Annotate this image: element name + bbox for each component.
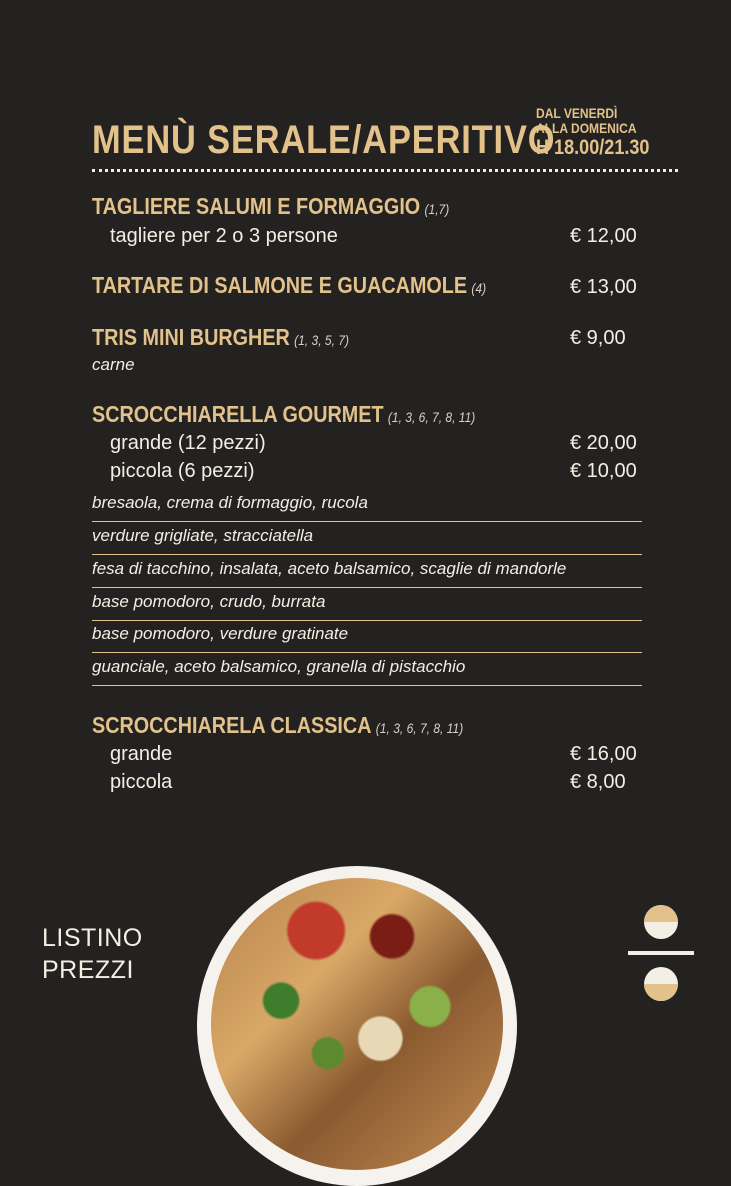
item-tagliere-price: € 12,00 [570, 225, 637, 247]
item-burgher-desc: carne [92, 355, 135, 374]
pizza-photo [197, 866, 517, 1186]
item-gourmet-size1: grande (12 pezzi) [110, 432, 266, 454]
item-tagliere-title [92, 193, 449, 220]
item-gourmet-price2: € 10,00 [570, 460, 637, 482]
item-name: TARTARE DI SALMONE E GUACAMOLE [92, 272, 468, 298]
allergens: (1, 3, 5, 7) [294, 332, 349, 348]
hours: H 18.00/21.30 [536, 136, 650, 159]
price-list-label [42, 922, 143, 986]
item-classica-size2: piccola [110, 771, 173, 793]
topping-row: verdure grigliate, stracciatella [92, 525, 642, 555]
dotted-divider [92, 169, 678, 172]
allergens: (1, 3, 6, 7, 8, 11) [375, 720, 464, 736]
item-tartare-title [92, 272, 486, 299]
topping-row: fesa di tacchino, insalata, aceto balsamico, scaglie di mandorle [92, 558, 642, 588]
item-tagliere-detail: tagliere per 2 o 3 persone [110, 225, 338, 247]
item-name: TAGLIERE SALUMI E FORMAGGIO [92, 193, 421, 219]
item-gourmet-price1: € 20,00 [570, 432, 637, 454]
item-classica-size1: grande [110, 743, 173, 765]
item-burgher-price: € 9,00 [570, 327, 626, 349]
item-gourmet-title [92, 401, 475, 428]
item-name: SCROCCHIARELA CLASSICA [92, 712, 372, 738]
page-title: MENÙ SERALE/APERITIVO [92, 118, 556, 162]
topping-row: base pomodoro, verdure gratinate [92, 623, 642, 653]
opening-hours [536, 106, 649, 159]
label-line-2: PREZZI [42, 956, 134, 984]
item-gourmet-size2: piccola (6 pezzi) [110, 460, 255, 482]
divide-logo-icon [628, 905, 694, 1005]
pizza-image [211, 878, 503, 1170]
item-burgher-title [92, 324, 349, 351]
days-line-2: ALLA DOMENICA [536, 120, 637, 136]
label-line-1: LISTINO [42, 924, 143, 952]
item-classica-price2: € 8,00 [570, 771, 626, 793]
item-tartare-price: € 13,00 [570, 276, 637, 298]
item-classica-price1: € 16,00 [570, 743, 637, 765]
item-name: SCROCCHIARELLA GOURMET [92, 401, 384, 427]
allergens: (1,7) [424, 201, 450, 217]
days-line-1: DAL VENERDÌ [536, 105, 618, 121]
allergens: (1, 3, 6, 7, 8, 11) [387, 409, 476, 425]
topping-row: guanciale, aceto balsamico, granella di pistacchio [92, 656, 642, 686]
topping-row: bresaola, crema di formaggio, rucola [92, 492, 642, 522]
item-name: TRIS MINI BURGHER [92, 324, 290, 350]
allergens: (4) [471, 280, 487, 296]
topping-row: base pomodoro, crudo, burrata [92, 591, 642, 621]
item-classica-title [92, 712, 463, 739]
